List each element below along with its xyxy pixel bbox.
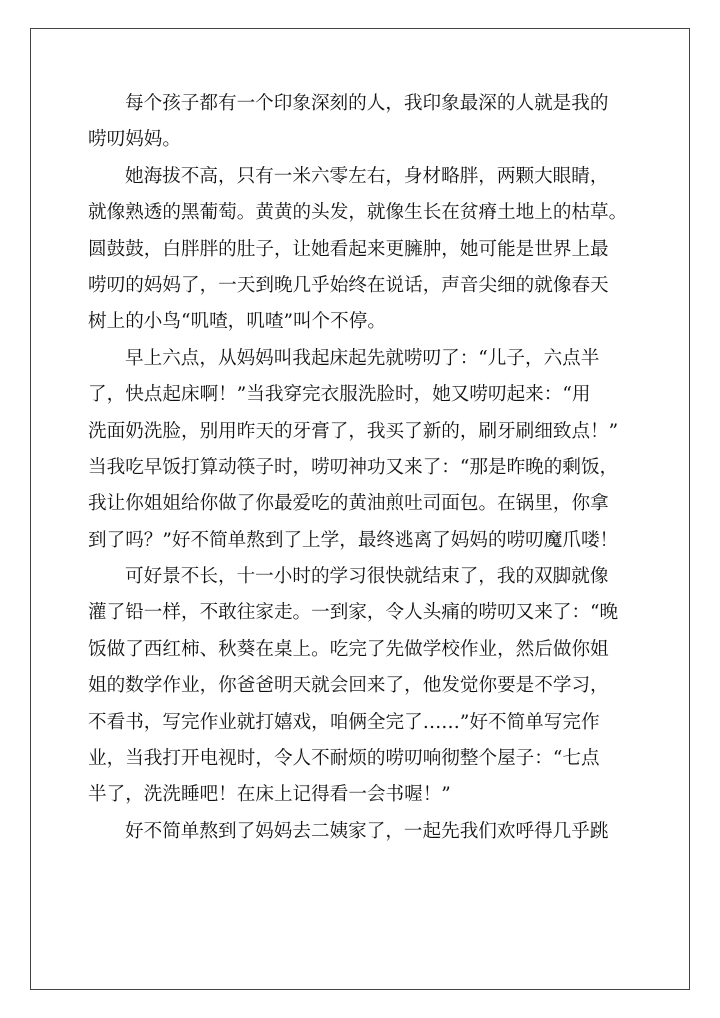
text-line: 业，当我打开电视时，令人不耐烦的唠叨响彻整个屋子：“七点	[88, 748, 600, 770]
text-line: 圆鼓鼓，白胖胖的肚子，让她看起来更臃肿，她可能是世界上最	[88, 238, 609, 260]
text-line: 每个孩子都有一个印象深刻的人，我印象最深的人就是我的	[125, 93, 609, 114]
document-body	[88, 86, 648, 850]
text-line: 唠叨的妈妈了，一天到晚几乎始终在说话，声音尖细的就像春天	[88, 274, 609, 296]
text-line: 可好景不长，十一小时的学习很快就结束了，我的双脚就像	[125, 566, 609, 588]
text-line: 灌了铅一样，不敢往家走。一到家，令人头痛的唠叨又来了：“晚	[88, 602, 619, 624]
text-line: 我让你姐姐给你做了你最爱吃的黄油煎吐司面包。在锅里，你拿	[88, 493, 609, 515]
text-line: 早上六点，从妈妈叫我起床起先就唠叨了：“儿子，六点半	[125, 347, 600, 369]
text-line: 了，快点起床啊！”当我穿完衣服洗脸时，她又唠叨起来：“用	[88, 384, 591, 406]
text-line: 她海拔不高，只有一米六零左右，身材略胖，两颗大眼睛，	[125, 165, 609, 187]
text-line: 当我吃早饭打算动筷子时，唠叨神功又来了：“那是昨晚的剩饭，	[88, 456, 619, 478]
text-line: 半了，洗洗睡吧！在床上记得看一会书喔！”	[88, 784, 451, 806]
text-line: 到了吗？”好不简单熬到了上学，最终逃离了妈妈的唠叨魔爪喽！	[88, 529, 619, 551]
text-line: 洗面奶洗脸，别用昨天的牙膏了，我买了新的，刷牙刷细致点！”	[88, 420, 619, 442]
text-line: 就像熟透的黑葡萄。黄黄的头发，就像生长在贫瘠土地上的枯草。	[88, 202, 628, 224]
text-line: 不看书，写完作业就打嬉戏，咱俩全完了……”好不简单写完作	[88, 711, 600, 733]
text-line: 姐的数学作业，你爸爸明天就会回来了，他发觉你要是不学习，	[88, 675, 609, 697]
text-line: 饭做了西红柿、秋葵在桌上。吃完了先做学校作业，然后做你姐	[88, 638, 609, 660]
text-line: 好不简单熬到了妈妈去二姨家了，一起先我们欢呼得几乎跳	[125, 820, 609, 842]
text-line: 唠叨妈妈。	[88, 129, 181, 151]
text-line: 树上的小鸟“叽喳，叽喳”叫个不停。	[88, 311, 386, 333]
